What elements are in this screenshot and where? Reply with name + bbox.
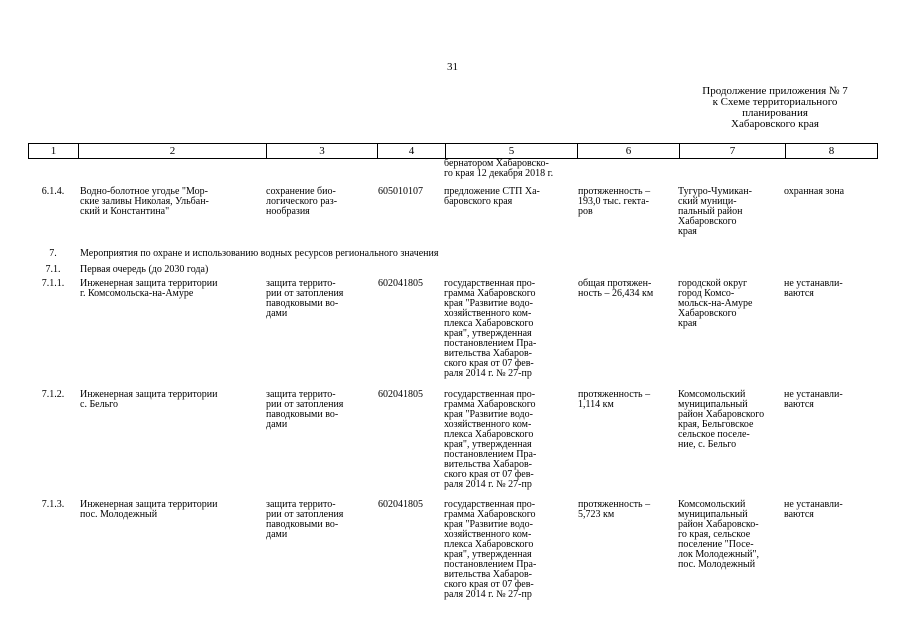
subsection-number: 7.1.: [45, 264, 61, 275]
object-name: Инженерная защита территории с. Бельго: [80, 389, 218, 410]
object-characteristic: протяженность – 1,114 км: [578, 389, 651, 410]
carry-over-text: бернатором Хабаровско- го края 12 декабря 2018 г.: [444, 158, 554, 179]
column-number: 8: [786, 144, 878, 159]
column-number: 7: [680, 144, 786, 159]
object-zone: не устанавли- ваются: [784, 389, 843, 410]
object-location: Тугуро-Чумикан- ский муници- пальный район Хабаровского края: [678, 186, 752, 237]
row-number: 6.1.4.: [41, 186, 65, 197]
section-title: Мероприятия по охране и использованию водных ресурсов регионального значения: [80, 248, 439, 259]
object-location: Комсомольский муниципальный район Хабаровского края, Бельговское сельское поселе- ние, с. Бельго: [678, 389, 765, 450]
object-basis: государственная про- грамма Хабаровского края "Развитие водо- хозяйственного ком- плекса Хабаровского края", утвержденная постановлением Пра- вительства Хабаров- ского края от 07 фев- раля 2014 г. № 27-пр: [444, 389, 537, 490]
object-name: Инженерная защита территории г. Комсомольска-на-Амуре: [80, 278, 218, 299]
row-number: 7.1.1.: [41, 278, 65, 289]
column-number: 6: [578, 144, 680, 159]
object-zone: не устанавли- ваются: [784, 278, 843, 299]
object-purpose: защита террито- рии от затопления паводковыми во- дами: [266, 389, 344, 430]
object-basis: государственная про- грамма Хабаровского края "Развитие водо- хозяйственного ком- плекса Хабаровского края", утвержденная постановлением Пра- вительства Хабаров- ского края от 07 фев- раля 2014 г. № 27-пр: [444, 499, 537, 600]
object-code: 602041805: [378, 389, 423, 400]
object-characteristic: протяженность – 193,0 тыс. гекта- ров: [578, 186, 651, 217]
object-basis: предложение СТП Ха- баровского края: [444, 186, 540, 207]
subsection-title: Первая очередь (до 2030 года): [80, 264, 209, 275]
object-name: Инженерная защита территории пос. Молодежный: [80, 499, 218, 520]
object-purpose: защита террито- рии от затопления паводковыми во- дами: [266, 499, 344, 540]
object-zone: не устанавли- ваются: [784, 499, 843, 520]
object-characteristic: протяженность – 5,723 км: [578, 499, 651, 520]
column-number: 3: [267, 144, 378, 159]
object-purpose: сохранение био- логического раз- нообразия: [266, 186, 338, 217]
object-basis: государственная про- грамма Хабаровского края "Развитие водо- хозяйственного ком- плекса Хабаровского края", утвержденная постановлением Пра- вительства Хабаров- ского края от 07 фев- раля 2014 г. № 27-пр: [444, 278, 537, 379]
column-number: 4: [378, 144, 446, 159]
continuation-line: Хабаровского края: [731, 118, 819, 130]
object-characteristic: общая протяжен- ность – 26,434 км: [578, 278, 654, 299]
continuation-line: планирования: [742, 107, 808, 119]
object-code: 602041805: [378, 278, 423, 289]
row-number: 7.1.2.: [41, 389, 65, 400]
object-code: 605010107: [378, 186, 423, 197]
object-code: 602041805: [378, 499, 423, 510]
column-number: 2: [79, 144, 267, 159]
continuation-line: Продолжение приложения № 7: [702, 85, 848, 97]
page-number: 31: [447, 61, 458, 73]
object-location: Комсомольский муниципальный район Хабаровско- го края, сельское поселение "Посе- лок Молодежный", пос. Молодежный: [678, 499, 760, 570]
row-number: 7.1.3.: [41, 499, 65, 510]
object-purpose: защита террито- рии от затопления паводковыми во- дами: [266, 278, 344, 319]
object-name: Водно-болотное угодье "Мор- ские заливы Николая, Ульбан- ский и Константина": [80, 186, 209, 217]
column-number: 1: [29, 144, 79, 159]
continuation-line: к Схеме территориального: [712, 96, 838, 108]
object-location: городской округ город Комсо- мольск-на-Амуре Хабаровского края: [678, 278, 753, 329]
object-zone: охранная зона: [784, 186, 845, 197]
column-number: 5: [446, 144, 578, 159]
column-number-header: [28, 143, 878, 159]
section-number: 7.: [49, 248, 57, 259]
continuation-note: [680, 86, 870, 130]
